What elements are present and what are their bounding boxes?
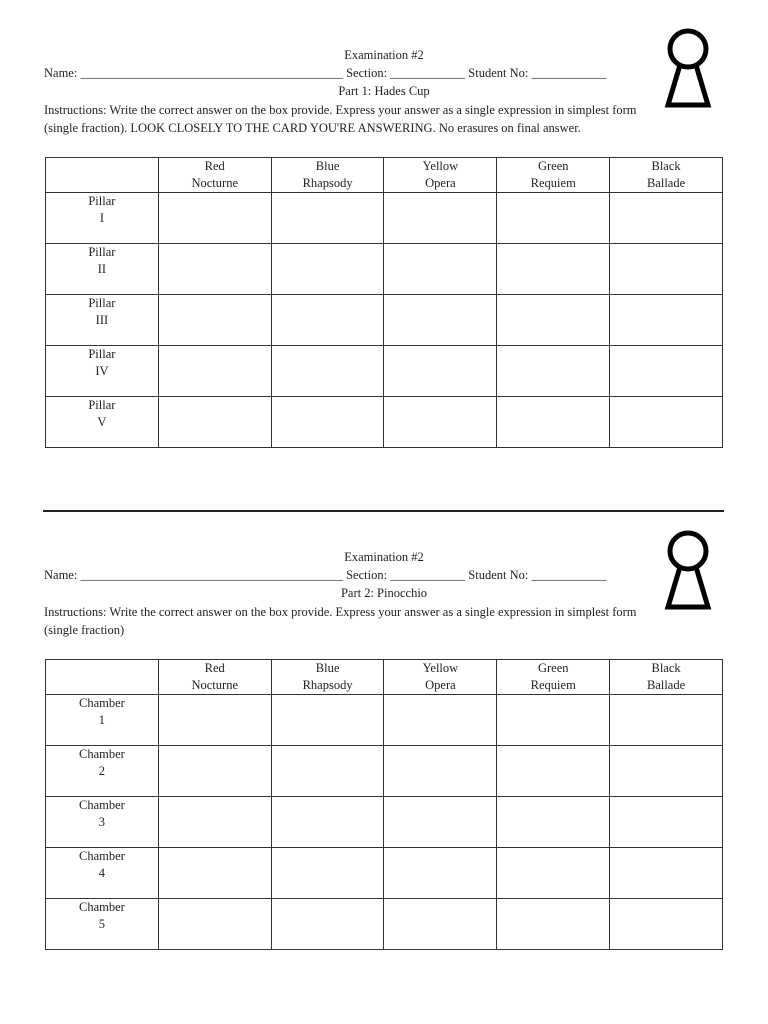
answer-cell[interactable] <box>610 193 723 244</box>
answer-cell[interactable] <box>158 397 271 448</box>
answer-cell[interactable] <box>384 899 497 950</box>
answer-cell[interactable] <box>384 244 497 295</box>
column-header: Blue Rhapsody <box>271 660 384 695</box>
header-row <box>46 660 723 695</box>
column-header: Green Requiem <box>497 660 610 695</box>
instructions <box>44 603 694 639</box>
answer-cell[interactable] <box>610 746 723 797</box>
answer-cell[interactable] <box>610 797 723 848</box>
keyhole-icon <box>662 27 714 109</box>
answer-cell[interactable] <box>158 797 271 848</box>
answer-cell[interactable] <box>497 848 610 899</box>
answer-cell[interactable] <box>158 295 271 346</box>
answer-cell[interactable] <box>497 295 610 346</box>
section-divider <box>43 510 724 512</box>
instructions-line-2: (single fraction) <box>44 623 125 637</box>
answer-cell[interactable] <box>271 346 384 397</box>
table-row <box>46 244 723 295</box>
answer-cell[interactable] <box>384 397 497 448</box>
instructions <box>44 101 694 137</box>
table-row <box>46 746 723 797</box>
table-row <box>46 346 723 397</box>
answer-cell[interactable] <box>610 848 723 899</box>
header-row <box>46 158 723 193</box>
column-header: Black Ballade <box>610 158 723 193</box>
exam-title: Examination #2 <box>344 48 424 62</box>
answer-cell[interactable] <box>497 746 610 797</box>
column-header: Blue Rhapsody <box>271 158 384 193</box>
answer-cell[interactable] <box>610 295 723 346</box>
corner-cell <box>46 158 159 193</box>
answer-cell[interactable] <box>158 244 271 295</box>
answer-cell[interactable] <box>610 346 723 397</box>
answer-cell[interactable] <box>271 295 384 346</box>
answer-cell[interactable] <box>610 899 723 950</box>
answer-cell[interactable] <box>610 397 723 448</box>
answer-cell[interactable] <box>497 346 610 397</box>
row-label: Chamber 3 <box>46 797 159 848</box>
answer-cell[interactable] <box>497 695 610 746</box>
answer-cell[interactable] <box>497 797 610 848</box>
row-label: Pillar III <box>46 295 159 346</box>
row-label: Chamber 4 <box>46 848 159 899</box>
table-row <box>46 797 723 848</box>
part-title: Part 1: Hades Cup <box>338 84 430 98</box>
answer-cell[interactable] <box>384 346 497 397</box>
answer-cell[interactable] <box>271 397 384 448</box>
answer-cell[interactable] <box>158 193 271 244</box>
corner-cell <box>46 660 159 695</box>
answer-cell[interactable] <box>271 899 384 950</box>
name-section-student-line: Name: __________________________________________ Section: ____________ Student No: ____________ <box>44 66 607 80</box>
answer-cell[interactable] <box>610 695 723 746</box>
answer-cell[interactable] <box>610 244 723 295</box>
answer-cell[interactable] <box>384 746 497 797</box>
column-header: Yellow Opera <box>384 158 497 193</box>
instructions-line-2: (single fraction). LOOK CLOSELY TO THE CARD YOU'RE ANSWERING. No erasures on final answer. <box>44 121 581 135</box>
answer-cell[interactable] <box>497 244 610 295</box>
part-title: Part 2: Pinocchio <box>340 586 428 600</box>
instructions-line-1: Instructions: Write the correct answer on the box provide. Express your answer as a single expression in simplest form <box>44 103 637 117</box>
table-row <box>46 899 723 950</box>
answer-cell[interactable] <box>158 695 271 746</box>
answer-table <box>45 659 723 950</box>
answer-cell[interactable] <box>271 848 384 899</box>
row-label: Chamber 5 <box>46 899 159 950</box>
answer-table <box>45 157 723 448</box>
answer-cell[interactable] <box>271 193 384 244</box>
keyhole-icon <box>662 529 714 611</box>
answer-cell[interactable] <box>158 848 271 899</box>
column-header: Red Nocturne <box>158 660 271 695</box>
answer-cell[interactable] <box>497 397 610 448</box>
answer-cell[interactable] <box>158 746 271 797</box>
answer-cell[interactable] <box>271 244 384 295</box>
row-label: Chamber 1 <box>46 695 159 746</box>
exam-title: Examination #2 <box>344 550 424 564</box>
answer-cell[interactable] <box>384 797 497 848</box>
row-label: Pillar I <box>46 193 159 244</box>
answer-cell[interactable] <box>384 193 497 244</box>
table-row <box>46 397 723 448</box>
column-header: Black Ballade <box>610 660 723 695</box>
table-row <box>46 193 723 244</box>
column-header: Green Requiem <box>497 158 610 193</box>
answer-cell[interactable] <box>271 797 384 848</box>
answer-cell[interactable] <box>497 193 610 244</box>
answer-cell[interactable] <box>384 848 497 899</box>
table-row <box>46 295 723 346</box>
row-label: Pillar V <box>46 397 159 448</box>
answer-cell[interactable] <box>158 899 271 950</box>
instructions-line-1: Instructions: Write the correct answer on the box provide. Express your answer as a single expression in simplest form <box>44 605 637 619</box>
row-label: Pillar IV <box>46 346 159 397</box>
row-label: Pillar II <box>46 244 159 295</box>
table-row <box>46 695 723 746</box>
column-header: Yellow Opera <box>384 660 497 695</box>
row-label: Chamber 2 <box>46 746 159 797</box>
table-row <box>46 848 723 899</box>
answer-cell[interactable] <box>497 899 610 950</box>
answer-cell[interactable] <box>384 695 497 746</box>
answer-cell[interactable] <box>384 295 497 346</box>
column-header: Red Nocturne <box>158 158 271 193</box>
name-section-student-line: Name: __________________________________________ Section: ____________ Student No: ____________ <box>44 568 607 582</box>
answer-cell[interactable] <box>158 346 271 397</box>
answer-cell[interactable] <box>271 695 384 746</box>
answer-cell[interactable] <box>271 746 384 797</box>
